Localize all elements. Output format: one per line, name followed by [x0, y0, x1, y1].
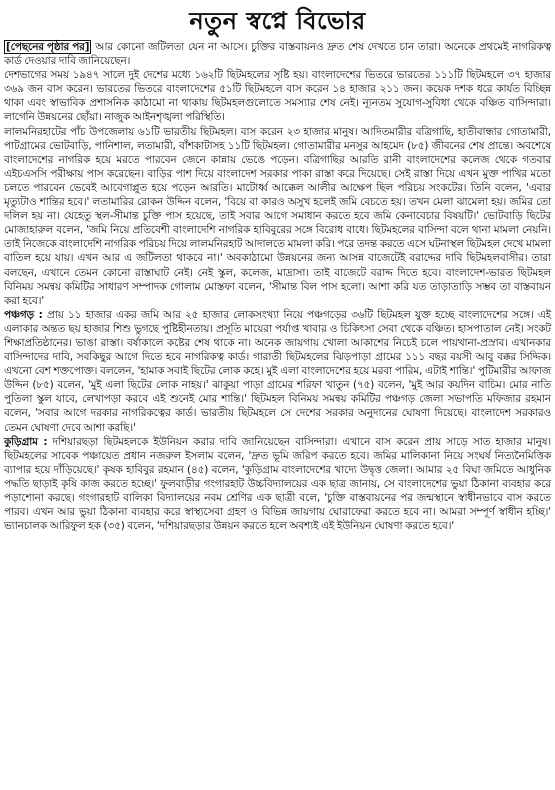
paragraph-text: দশিয়ারছড়া ছিটমহলকে ইউনিয়ন করার দাবি জানিয়েছেন বাসিন্দারা। এখানে বাস করেন প্রায় সাড়ে সাত হাজার মানুষ। ছিটমহলের সাবেক পঞ্চায়েত প্রধান নজরুল ইসলাম বলেন, 'দ্রুত ভূমি জরিপ করতে হবে। জমির মালিকানা নিয়ে সংঘর্ষ নিত্যনৈমিত্তিক ব্যাপার হয়ে দাঁড়িয়েছে।' কৃষক হাবিবুর রহমান (৪৫) বলেন, 'কুড়িগ্রাম বাংলাদেশের খাদ্যে উদ্বৃত্ত জেলা। আমার ২৫ বিঘা জমিতে আধুনিক পদ্ধতি ছাড়াই কৃষি কাজ করতে হচ্ছে।' ফুলবাড়ীর গংগারহাট উচ্চবিদ্যালয়ের এক ছাত্র জানায়, সে বাংলাদেশের ভুয়া ঠিকানা ব্যবহার করে পড়াশোনা করছে। গংগারহাট বালিকা বিদ্যালয়ের নবম শ্রেণির এক ছাত্রী বলে, 'চুক্তি বাস্তবায়নের পর জন্মস্থানে স্বাধীনভাবে বাস করতে পারব। এখন আর ভুয়া ঠিকানা ব্যবহার করে স্বাস্থ্যসেবা গ্রহণ ও বিভিন্ন জায়গায় ঘোরাফেরা করতে হবে না। আমরা সম্পূর্ণ স্বাধীন হচ্ছি।' ভ্যানচালক আরিফুল হক (৩৫) বলেন, 'দশিয়ারছড়ার উন্নয়ন করতে হলে অবশ্যই এই ইউনিয়ন ঘোষণা করতে হবে।' — [4, 435, 551, 533]
paragraph-lalmonirhat — [4, 125, 551, 308]
section-subhead: কুড়িগ্রাম : — [4, 435, 48, 448]
paragraph-intro — [4, 40, 551, 68]
paragraph-text: প্রায় ১১ হাজার একর জমি আর ২৫ হাজার লোকসংখ্যা নিয়ে পঞ্চগড়ের ৩৬টি ছিটমহল যুক্ত হচ্ছে বাংলাদেশের সঙ্গে। এই এলাকার অন্তত ছয় হাজার শিশু ভুগছে পুষ্টিহীনতায়। প্রসূতি মায়েরা পর্যাপ্ত খাবার ও চিকিৎসা সেবা থেকে বঞ্চিত। হাসপাতাল নেই। সংকট শিক্ষাপ্রতিষ্ঠানের। ভাঙা রাস্তা। বর্ষাকালে কষ্টের শেষ থাকে না। অনেক জায়গায় খোলা আকাশের নিচেই চলে পায়খানা-প্রস্রাব। এখানকার বাসিন্দাদের দাবি, সবকিছুর আগে দিতে হবে নাগরিকত্ব কার্ড। গারাতী ছিটমহলের ঝিড়পাড়া গ্রামের ১১১ বছর বয়সী আবু বক্কর সিদ্দিক। এখনো বেশ শক্তপোক্ত। বললেন, 'হামাক সবাই ছিটের লোক কহে। মুই এলা বাংলাদেশের হয়ে মরবা পারিম, এটাই শান্তি।' পুটিমারীর আফাজ উদ্দিন (৮৫) বলেন, 'মুই এলা ছিটের লোক নাহয়।' ঝাকুয়া পাড়া গ্রামের শরিফা খাতুন (৭৫) বলেন, 'মুই আর কয়দিন বাচিম। মোর নাতি পুতিলা স্কুল যাবে, লেখাপড়া করবে এই শুনেই মোর শান্তি।' ছিটমহল বিনিময় সমন্বয় কমিটির পঞ্চগড় জেলা সভাপতি মফিজার রহমান বলেন, 'সবার আগে দরকার নাগরিকত্বের কার্ড। ভারতীয় ছিটমহলে সে দেশের সরকার অনুদানের ঘোষণা দিয়েছে। বাংলাদেশ সরকারও তেমন ঘোষণা দেবে আশা করছি।' — [4, 308, 551, 434]
section-subhead: পঞ্চগড় : — [4, 308, 43, 321]
newspaper-page — [0, 4, 555, 790]
paragraph-panchagarh — [4, 308, 551, 435]
paragraph-text: লালমনিরহাটের পাঁচ উপজেলায় ৬১টি ভারতীয় ছিটমহল। বাস করেন ২৩ হাজার মানুষ। আদিতমারীর বত্রিগাছি, হাতীবান্ধার গোতামারী, পাটগ্রামের ভোটবাড়ি, পানিশাল, লতামারী, বাঁশকাটাসহ ১১টি ছিটমহল। গোতামারীর মনসুর আহমেদ (৮৫) জীবনের শেষ প্রান্তে। অবশেষে বাংলাদেশের নাগরিক হয়ে মরতে পারবেন জেনে কান্নায় ভেঙে পড়েন। বত্রিগাছির আরতি রানী বাংলাদেশের কলেজ থেকে গতবার এইচএসসি পরীক্ষায় পাস করেছেন। বাড়ির পাশ দিয়ে বাংলাদেশ সরকার পাকা রাস্তা করে দিয়েছে। সেই রাস্তা দিয়ে এখন মুক্ত পাখির মতো চলতে পারবেন ভেবেই আবেগাপ্লুত হয়ে পড়েন আরতি। মাটোর্ধ্ব আক্কেল আলীর আক্ষেপ ছিল পরিচয় সংকটের। তিনি বলেন, 'এবার মৃত্যুটাও শান্তির হবে।' লতামারির রোকন উদ্দিন বলেন, 'বিয়ে বা কারও অসুখ হলেই জমি বেচতে হয়। তখন মেলা ঝামেলা হয়। জমির তো দলিল হয় না। যেহেতু স্থল-সীমান্ত চুক্তি পাস হয়েছে, তাই সবার আগে সমাধান করতে হবে জমি কেনাবেচার বিষয়টি।' ভোটবাড়ি ছিটের মোজাহারুল বলেন, 'জমি নিয়ে প্রতিবেশী বাংলাদেশি নাগরিক হাবিবুরের সঙ্গে বিরোধ বাধে। ছিটমহলের বাসিন্দা বলে থানা মামলা নেয়নি। তাই নিজেকে বাংলাদেশি নাগরিক পরিচয় দিয়ে লালমনিরহাট আদালতে মামলা করি। পরে তদন্ত করতে এসে ঘটনাস্থল ছিটমহল দেখে মামলা বাতিল হয়ে যায়। এখন আর এ জটিলতা থাকবে না।' অবকাঠামো উন্নয়নের জন্য আসন্ন বাজেটেই বরাদ্দের দাবি ছিটমহলবাসীর। তারা বলছেন, এখানে তেমন কোনো রাস্তাঘাট নেই। নেই স্কুল, কলেজ, মাদ্রাসা। তাই বাজেটে বরাদ্দ দিতে হবে। বাংলাদেশ-ভারত ছিটমহল বিনিময় সমন্বয় কমিটির সাধারণ সম্পাদক গোলাম মোস্তফা বলেন, 'সীমান্ত বিল পাস হলো। আশা করি যত তাড়াতাড়ি সম্ভব তা বাস্তবায়ন করা হবে।' — [4, 125, 551, 307]
article-body — [4, 40, 551, 533]
continued-from-label: [পেছনের পৃষ্ঠার পর] — [6, 41, 90, 53]
paragraph-enclave-history — [4, 68, 551, 124]
headline: নতুন স্বপ্নে বিভোর — [189, 7, 366, 35]
paragraph-kurigram — [4, 435, 551, 534]
paragraph-text: আর কোনো জটিলতা যেন না আসে। চুক্তির বাস্তবায়নও দ্রুত শেষ দেখতে চান তারা। অনেকে প্রথমেই নাগরিকত্ব কার্ড দেওয়ার দাবি জানিয়েছেন। — [4, 41, 551, 68]
paragraph-text: দেশভাগের সময় ১৯৪৭ সালে দুই দেশের মধ্যে ১৬২টি ছিটমহলের সৃষ্টি হয়। বাংলাদেশের ভিতরে ভারতের ১১১টি ছিটমহলে ৩৭ হাজার ৩৬৯ জন বাস করেন। ভারতের ভিতরে বাংলাদেশের ৫১টি ছিটমহলে বাস করেন ১৪ হাজার ২১১ জন। কয়েক দশক ধরে কার্যত বিচ্ছিন্ন থাকা এবং স্বাভাবিক প্রশাসনিক কাঠামো না থাকায় ছিটমহলগুলোতে সমস্যার শেষ নেই। ন্যূনতম সুযোগ-সুবিধা থেকে বঞ্চিত বাসিন্দারা। লাগেনি উন্নয়নের ছোঁয়া। নাজুক আইনশৃঙ্খলা পরিস্থিতি। — [4, 69, 551, 124]
